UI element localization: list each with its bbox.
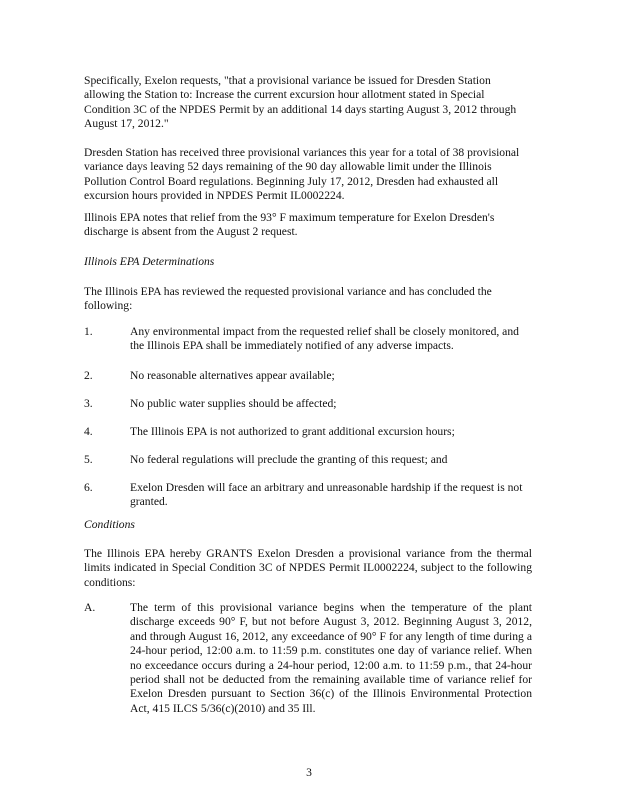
paragraph-exelon-request: Specifically, Exelon requests, "that a provisional variance be issued for Dresden Station allowing the Station to: Increase the current excursion hour allotment stated in Special Condition 3C of the NPDES Permit by an additional 14 days starting August 3, 2012 through August 17, 2012." [84,74,517,131]
item-number: 4. [84,425,93,438]
item-text: Exelon Dresden will face an arbitrary and unreasonable hardship if the request is not granted. [130,481,523,509]
paragraph-conditions-intro: The Illinois EPA hereby GRANTS Exelon Dresden a provisional variance from the thermal limits indicated in Special Condition 3C of NPDES Permit IL0002224, subject to the following conditions: [84,547,532,589]
item-text: No reasonable alternatives appear available; [130,369,335,382]
heading-conditions: Conditions [84,518,135,531]
item-number: 5. [84,453,93,466]
item-number: 2. [84,369,93,382]
item-number: 3. [84,397,93,410]
item-text: The term of this provisional variance begins when the temperature of the plant discharge exceeds 90° F, but not before August 3, 2012. Beginning August 3, 2012, and through August 16, 2012, any exceedance of 90° F for any length of time during a 24-hour period, 12:00 a.m. to 11:59 p.m. constitutes one day of variance relief. When no exceedance occurs during a 24-hour period, 12:00 a.m. to 11:59 p.m., that 24-hour period shall not be deducted from the remaining available time of variance relief for Exelon Dresden pursuant to Section 36(c) of the Illinois Environmental Protection Act, 415 ILCS 5/36(c)(2010) and 35 Ill. [130,601,532,715]
item-text: Any environmental impact from the requested relief shall be closely monitored, and the Illinois EPA shall be immediately notified of any adverse impacts. [130,325,519,353]
paragraph-determinations-intro: The Illinois EPA has reviewed the requested provisional variance and has concluded the following: [84,285,492,313]
paragraph-prior-variances: Dresden Station has received three provisional variances this year for a total of 38 provisional variance days leaving 52 days remaining of the 90 day allowable limit under the Illinois Pollution Control Board regulations. Beginning July 17, 2012, Dresden had exhausted all excursion hours provided in NPDES Permit IL0002224. [84,146,520,203]
item-text: No federal regulations will preclude the granting of this request; and [130,453,448,466]
page-number: 3 [306,766,312,779]
item-number: 6. [84,481,93,494]
heading-determinations: Illinois EPA Determinations [84,255,215,268]
item-text: The Illinois EPA is not authorized to grant additional excursion hours; [130,425,455,438]
paragraph-temperature-note: Illinois EPA notes that relief from the 93° F maximum temperature for Exelon Dresden's discharge is absent from the August 2 request. [84,211,495,239]
item-letter: A. [84,601,96,614]
item-number: 1. [84,325,93,338]
item-text: No public water supplies should be affected; [130,397,337,410]
